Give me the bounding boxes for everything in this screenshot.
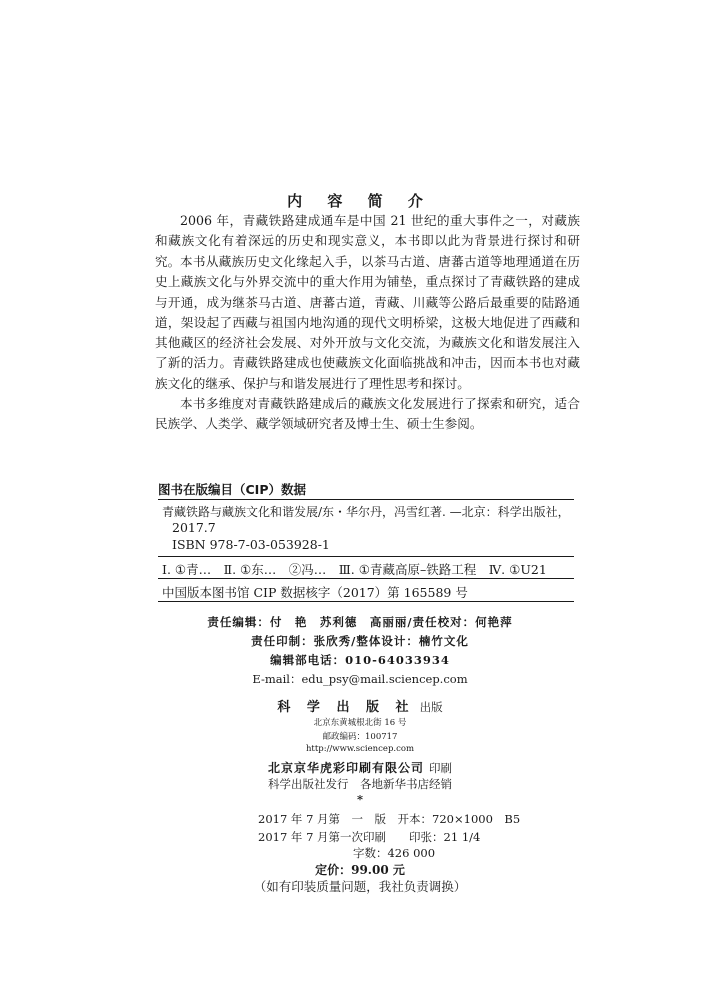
publisher-address: 北京东黄城根北街 16 号: [313, 718, 407, 728]
publisher-line: [0, 696, 720, 715]
distribution-note: 科学出版社发行 各地新华书店经销: [268, 777, 452, 791]
cip-middle-rule: [158, 556, 574, 557]
quality-notice: （如有印装质量问题，我社负责调换）: [253, 879, 467, 894]
separator-star: *: [356, 792, 363, 806]
cip-lower-rule: [158, 578, 574, 579]
publisher-postcode: 邮政编码：100717: [322, 732, 398, 742]
cip-entry: 青藏铁路与藏族文化和谐发展/东・华尔丹，冯雪红著. —北京：科学出版社，: [162, 505, 570, 519]
printer-line: [0, 757, 720, 776]
cip-entry-continued: 2017.7: [172, 520, 216, 535]
editorial-email: E-mail：edu_psy@mail.sciencep.com: [252, 672, 468, 686]
first-edition-line: 2017 年 7 月第 一 版 开本：720×1000 B5: [258, 812, 521, 826]
first-print-line: 2017 年 7 月第一次印刷 印张：21 1/4: [258, 830, 481, 844]
summary-paragraph-1: 2006 年，青藏铁路建成通车是中国 21 世纪的重大事件之一，对藏族和藏族文化有着深远的历史和现实意义，本书即以此为背景进行探讨和研究。: [155, 213, 580, 269]
cip-record-number: 中国版本图书馆 CIP 数据核字（2017）第 165589 号: [162, 585, 468, 600]
word-count: 字数：426 000: [352, 846, 436, 860]
publisher-action: 出版: [419, 700, 443, 714]
summary-title: 内 容 简 介: [287, 192, 433, 210]
publisher-name: 科 学 出 版 社: [277, 700, 415, 715]
printing-design-credit: 责任印制：张欣秀/整体设计：楠竹文化: [251, 634, 469, 648]
cip-isbn: ISBN 978-7-03-053928-1: [172, 537, 330, 552]
printer-name: 北京京华虎彩印刷有限公司: [267, 761, 424, 775]
publisher-website: http://www.sciencep.com: [305, 744, 415, 754]
printer-action: 印刷: [429, 761, 453, 775]
price: 定价：99.00 元: [315, 863, 405, 877]
cip-heading: 图书在版编目（CIP）数据: [158, 482, 306, 497]
summary-paragraph-3: 本书多维度对青藏铁路建成后的藏族文化发展进行了探索和研究，适合民族学、人类学、藏学领域研究者及博士生、硕士生参阅。: [155, 396, 580, 432]
cip-top-rule: [158, 499, 574, 500]
editorial-phone: 编辑部电话：010-64033934: [270, 653, 450, 667]
cip-classification: Ⅰ. ①青… Ⅱ. ①东… ②冯… Ⅲ. ①青藏高原–铁路工程 Ⅳ. ①U21: [162, 562, 547, 577]
cip-bottom-rule: [158, 601, 574, 602]
summary-paragraph-2: 本书从藏族历史文化缘起入手，以茶马古道、唐蕃古道等地理通道在历史上藏族文化与外界交流中的重大作用为铺垫，重点探讨了青藏铁路的建成与开通，成为继茶马古道、唐蕃古道，青藏、川藏等公路后最重要的陆路通道，架设起了西藏与祖国内地沟通的现代文明桥梁，这极大地促进了西藏和其他藏区的经济社会发展、对外开放与文化交流，为藏族文化和谐发展注入了新的活力。青藏铁路建成也使藏族文化面临挑战和冲击，因而本书也对藏族文化的继承、保护与和谐发展进行了理性思考和探讨。: [155, 254, 580, 391]
editors-credit: 责任编辑：付 艳 苏利德 高丽丽/责任校对：何艳萍: [207, 615, 513, 629]
